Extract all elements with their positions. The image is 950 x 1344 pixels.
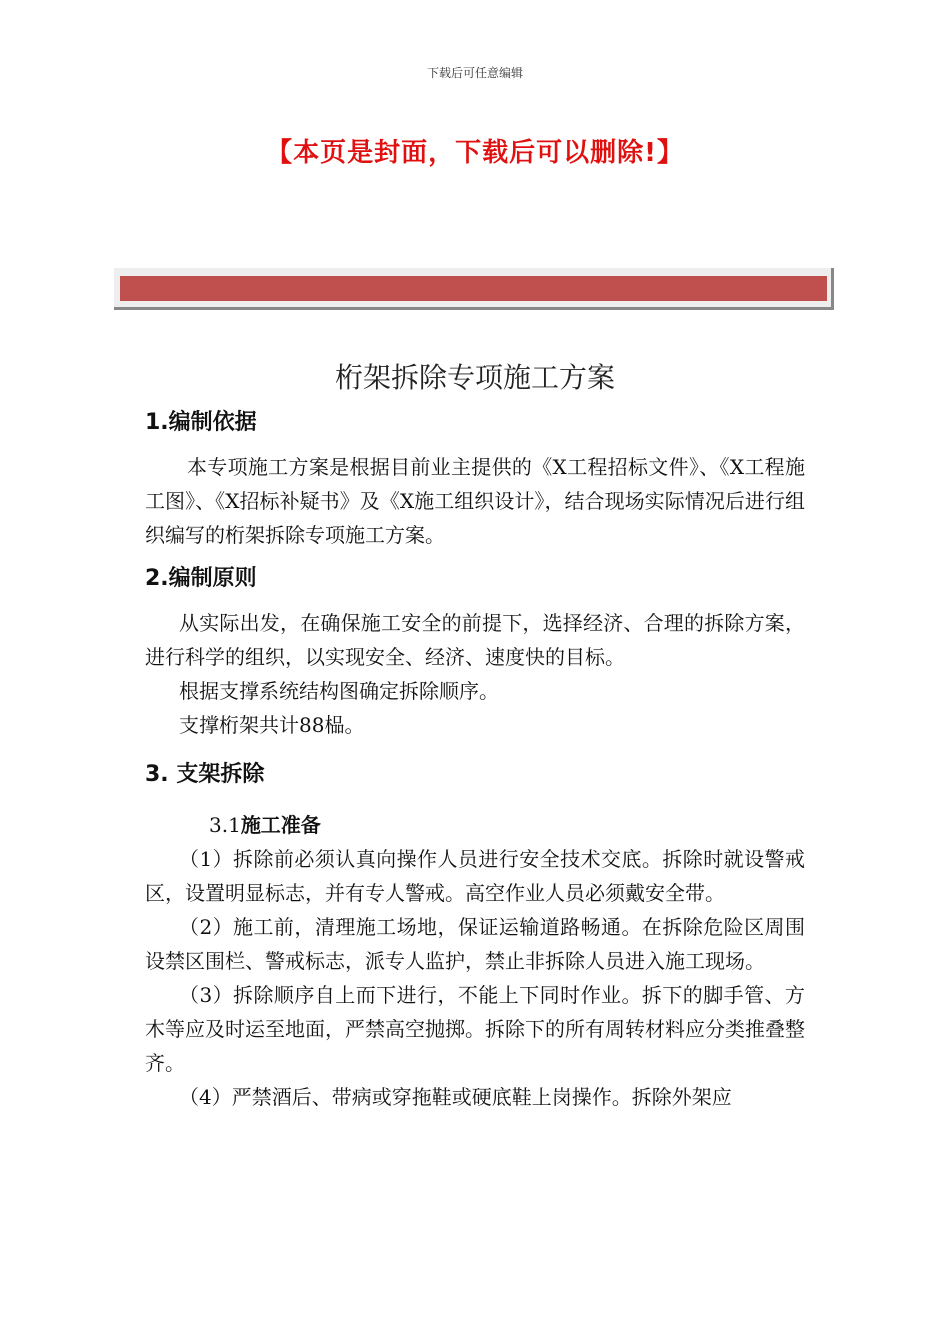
subsection-number: 3.1 (209, 813, 241, 837)
section-2-paragraph-3: 支撑桁架共计88榀。 (179, 713, 365, 737)
subsection-title: 施工准备 (240, 813, 321, 837)
section-2-paragraph-1: 从实际出发，在确保施工安全的前提下，选择经济、合理的拆除方案，进行科学的组织，以实现安全、经济、速度快的目标。 (145, 611, 805, 669)
header-note: 下载后可任意编辑 (426, 66, 523, 80)
section-1-heading: 1.编制依据 (145, 410, 257, 435)
section-2-heading: 2.编制原则 (145, 566, 257, 591)
cover-note: 【本页是封面，下载后可以删除!】 (266, 138, 684, 168)
banner-fill (120, 276, 827, 301)
decorative-banner (114, 268, 834, 310)
list-item: （1）拆除前必须认真向操作人员进行安全技术交底。拆除时就设警戒区，设置明显标志，并有专人警戒。高空作业人员必须戴安全带。 (145, 847, 805, 905)
list-item: （2）施工前，清理施工场地，保证运输道路畅通。在拆除危险区周围设禁区围栏、警戒标志，派专人监护，禁止非拆除人员进入施工现场。 (145, 915, 805, 973)
list-item: （3）拆除顺序自上而下进行，不能上下同时作业。拆下的脚手管、方木等应及时运至地面，严禁高空抛掷。拆除下的所有周转材料应分类推叠整齐。 (145, 983, 805, 1075)
section-2-paragraph-2: 根据支撑系统结构图确定拆除顺序。 (179, 679, 499, 703)
section-3-heading: 3. 支架拆除 (145, 762, 265, 787)
subsection-3-1-heading (145, 808, 805, 842)
document-body (145, 404, 805, 1114)
document-title: 桁架拆除专项施工方案 (334, 361, 615, 394)
section-1-paragraph: 本专项施工方案是根据目前业主提供的《X工程招标文件》、《X工程施工图》、《X招标补疑书》及《X施工组织设计》，结合现场实际情况后进行组织编写的桁架拆除专项施工方案。 (145, 455, 805, 547)
list-item: （4）严禁酒后、带病或穿拖鞋或硬底鞋上岗操作。拆除外架应 (179, 1085, 732, 1109)
